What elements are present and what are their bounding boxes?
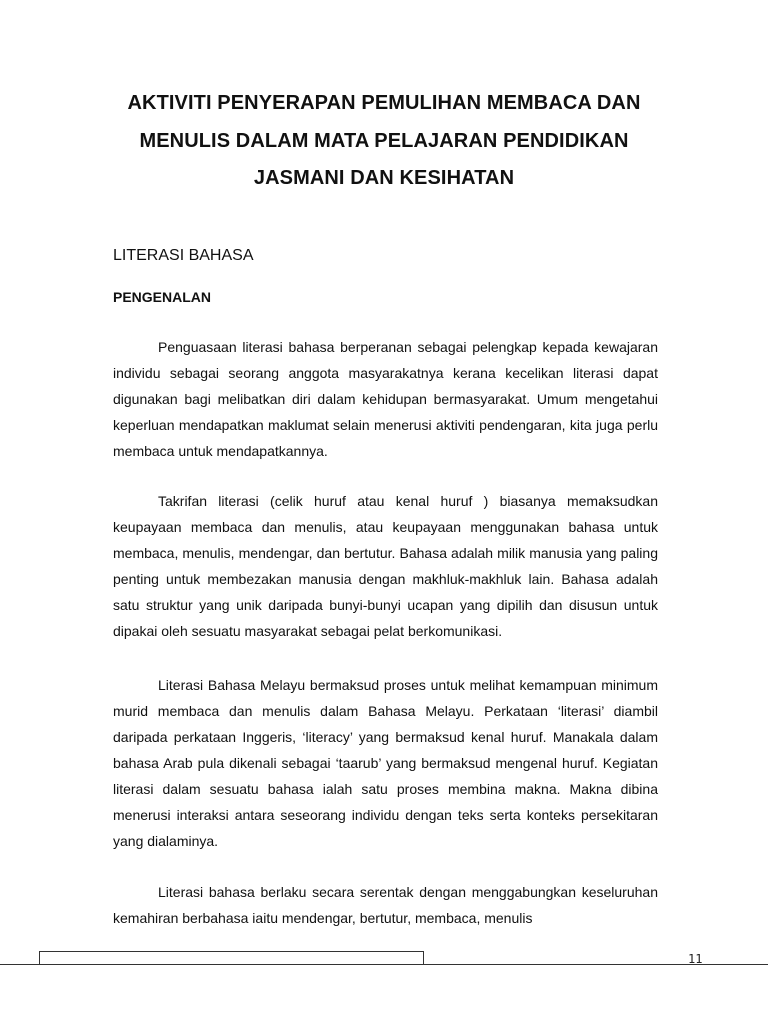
page-number: 11 — [688, 952, 703, 966]
footer-border-right — [423, 951, 424, 965]
subsection-heading: PENGENALAN — [113, 289, 212, 305]
footer-border-top — [39, 951, 424, 952]
paragraph-1: Penguasaan literasi bahasa berperanan sebagai pelengkap kepada kewajaran individu sebagai seorang anggota masyarakatnya kerana kecelikan literasi dapat digunakan bagi melibatkan diri dalam kehidupan bermasyarakat. Umum mengetahui keperluan mendapatkan maklumat selain menerusi aktiviti pendengaran, kita juga perlu membaca untuk mendapatkannya. — [113, 339, 658, 459]
paragraph-4: Literasi bahasa berlaku secara serentak dengan menggabungkan keseluruhan kemahiran berbahasa iaitu mendengar, bertutur, membaca, menulis — [113, 884, 658, 926]
section-heading: LITERASI BAHASA — [113, 247, 254, 264]
footer-border-left — [39, 951, 40, 965]
paragraph-2: Takrifan literasi (celik huruf atau kenal huruf ) biasanya memaksudkan keupayaan membaca dan menulis, atau keupayaan menggunakan bahasa untuk membaca, menulis, mendengar, dan bertutur. Bahasa adalah milik manusia yang paling penting untuk membezakan manusia dengan makhluk-makhluk lain. Bahasa adalah satu struktur yang unik daripada bunyi-bunyi ucapan yang dipilih dan disusun untuk dipakai oleh sesuatu masyarakat sebagai pelat berkomunikasi. — [113, 493, 658, 639]
paragraph-3: Literasi Bahasa Melayu bermaksud proses untuk melihat kemampuan minimum murid membaca dan menulis dalam Bahasa Melayu. Perkataan ‘literasi’ diambil daripada perkataan Inggeris, ‘literacy’ yang bermaksud kenal huruf. Manakala dalam bahasa Arab pula dikenali sebagai ‘taarub’ yang bermaksud mengenal huruf. Kegiatan literasi dalam sesuatu bahasa ialah satu proses membina makna. Makna dibina menerusi interaksi antara seseorang individu dengan teks serta konteks persekitaran yang dialaminya. — [113, 677, 658, 849]
footer-rule — [0, 964, 768, 965]
document-title: AKTIVITI PENYERAPAN PEMULIHAN MEMBACA DAN MENULIS DALAM MATA PELAJARAN PENDIDIKAN JASMANI DAN KESIHATAN — [127, 92, 641, 189]
